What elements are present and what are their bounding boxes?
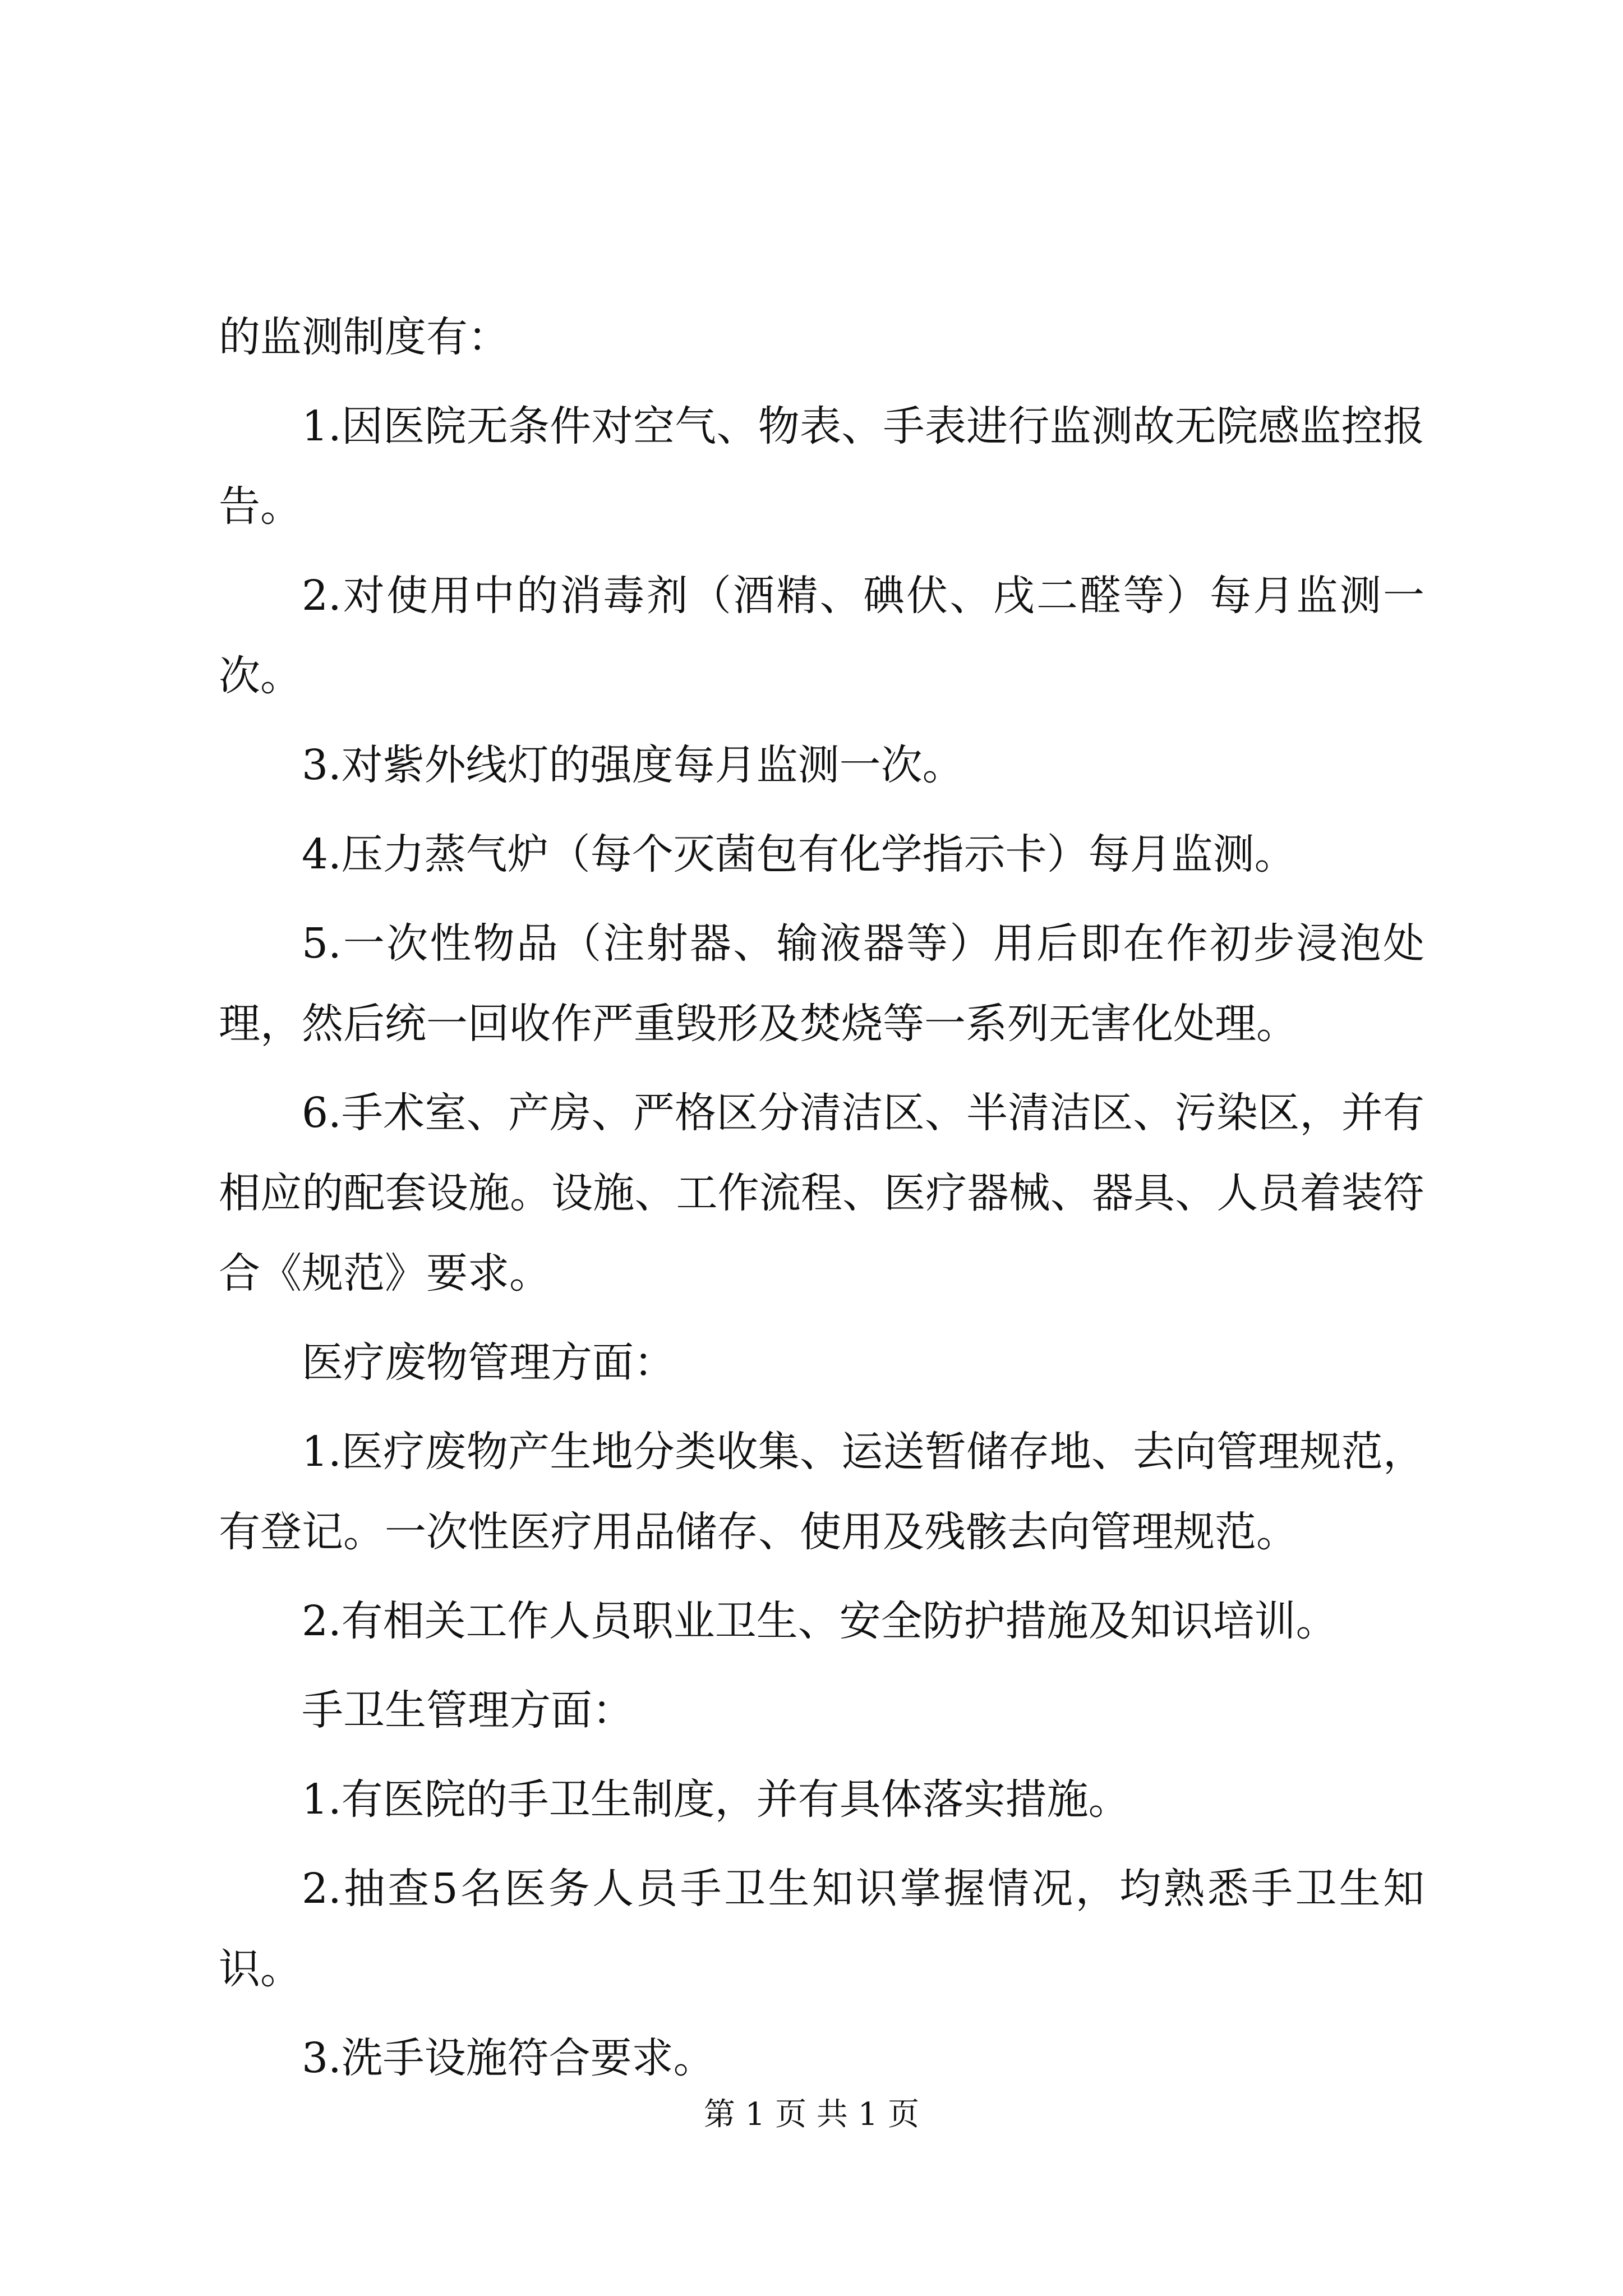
paragraph: 1.医疗废物产生地分类收集、运送暂储存地、去向管理规范，有登记。一次性医疗用品储存、使用及残骸去向管理规范。: [219, 1428, 1424, 1556]
paragraph: 3.对紫外线灯的强度每月监测一次。: [302, 741, 964, 789]
paragraph: 2.抽查5名医务人员手卫生知识掌握情况，均熟悉手卫生知识。: [219, 1865, 1424, 1993]
document-body: [219, 297, 1424, 2108]
page-footer: 第 1 页 共 1 页: [703, 2096, 920, 2133]
paragraph: 4.压力蒸气炉（每个灭菌包有化学指示卡）每月监测。: [302, 830, 1296, 878]
section-heading: 手卫生管理方面：: [302, 1686, 634, 1734]
paragraph: 1.因医院无条件对空气、物表、手表进行监测故无院感监控报告。: [219, 402, 1424, 531]
paragraph: 5.一次性物品（注射器、输液器等）用后即在作初步浸泡处理，然后统一回收作严重毁形及焚烧等一系列无害化处理。: [219, 919, 1424, 1048]
paragraph: 2.对使用中的消毒剂（酒精、碘伏、戌二醛等）每月监测一次。: [219, 572, 1424, 700]
paragraph: 6.手术室、产房、严格区分清洁区、半清洁区、污染区，并有相应的配套设施。设施、工作流程、医疗器械、器具、人员着装符合《规范》要求。: [219, 1089, 1424, 1297]
paragraph: 3.洗手设施符合要求。: [302, 2034, 715, 2082]
paragraph: 2.有相关工作人员职业卫生、安全防护措施及知识培训。: [302, 1597, 1338, 1645]
paragraph: 1.有医院的手卫生制度，并有具体落实措施。: [302, 1775, 1130, 1824]
section-heading: 医疗废物管理方面：: [302, 1338, 675, 1387]
paragraph: 的监测制度有：: [219, 313, 509, 361]
